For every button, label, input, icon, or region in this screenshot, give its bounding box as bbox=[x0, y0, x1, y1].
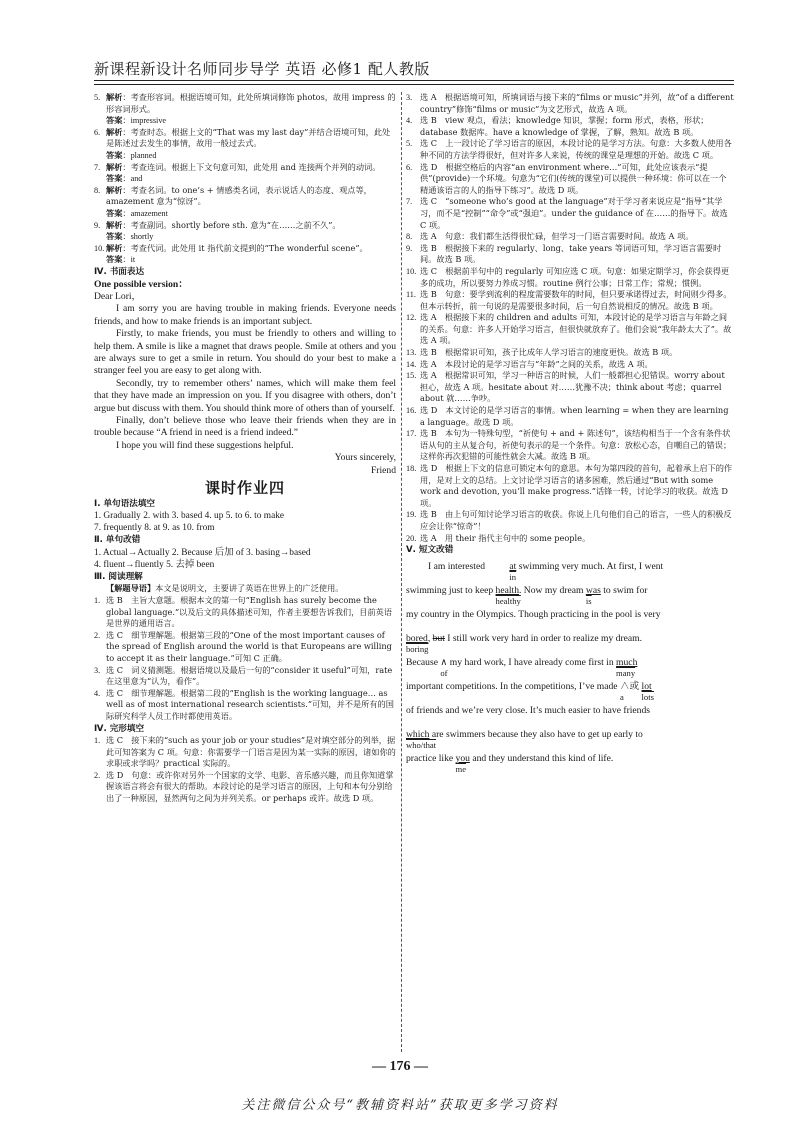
item-text: 选 D 本文讨论的是学习语言的事情。when learning = when they are learning a language。故选 D 项。 bbox=[420, 405, 729, 427]
correction-line: my country in the Olympics. Though practicing in the pool is very bbox=[406, 608, 661, 620]
analysis-label: 解析 bbox=[106, 219, 123, 230]
wrong-word: much bbox=[616, 656, 638, 668]
guide-text: 本文是说明文，主要讲了英语在世界上的广泛使用。 bbox=[155, 583, 344, 594]
error-word bbox=[641, 680, 654, 702]
guide-label: 【解题导语】 bbox=[106, 583, 156, 594]
sentence-correction-row: 1. Actual→Actually 2. Because 后加 of 3. basing→based bbox=[94, 547, 311, 558]
cloze-item bbox=[406, 266, 734, 289]
answer-item bbox=[94, 127, 396, 150]
cloze-item bbox=[94, 770, 396, 805]
item-number: 16. bbox=[406, 406, 417, 416]
cloze-item bbox=[406, 231, 734, 243]
correction-line bbox=[406, 632, 734, 654]
answer-label: 答案 bbox=[106, 231, 123, 242]
cloze-item bbox=[406, 115, 734, 138]
sentence-correction-heading: Ⅱ. 单句改错 bbox=[94, 535, 141, 546]
correction-line bbox=[406, 752, 734, 774]
item-text: 选 A 本段讨论的是学习语言与“年龄”之间的关系，故选 A 项。 bbox=[420, 358, 653, 369]
answer-label: 答案 bbox=[106, 173, 123, 184]
item-text: 选 D 句意：或许你对另外一个国家的文学、电影、音乐感兴趣，而且你知道掌握该语言将会有很大的帮助。本段讨论的是学习语言的原因，上句和本句分别给出了一种原因，显然两句之间为并列关系。or perhaps 或许。故选 D 项。 bbox=[106, 769, 394, 804]
item-number: 17. bbox=[406, 429, 417, 439]
writing-heading: Ⅳ. 书面表达 bbox=[94, 266, 145, 277]
item-number: 6. bbox=[94, 127, 101, 137]
item-number: 19. bbox=[406, 510, 417, 520]
error-word bbox=[406, 632, 429, 654]
answer-value: ：amazement bbox=[122, 208, 168, 218]
correction-line bbox=[406, 560, 734, 582]
reading-guide bbox=[94, 583, 396, 595]
answer-label: 答案 bbox=[106, 115, 123, 126]
answer-line bbox=[94, 231, 396, 243]
cloze-item bbox=[406, 162, 734, 197]
item-number: 4. bbox=[406, 116, 413, 126]
item-number: 9. bbox=[94, 220, 101, 230]
item-text: 选 B 由上句可知讨论学习语言的收获。你说上几句他们自己的语言，一些人的积极反应会让你“惊奇”！ bbox=[420, 509, 732, 531]
item-number: 10. bbox=[94, 243, 105, 253]
error-word bbox=[616, 656, 638, 678]
item-text: 选 A 用 their 指代主句中的 some people。 bbox=[420, 532, 591, 543]
item-number: 1. bbox=[94, 595, 101, 605]
item-text: 选 C “someone who’s good at the language”对于学习者来说应是“指导”其学习，而不是“控制”“命令”或“强迫”。under the guidance of 在……的指导下。故选 C 项。 bbox=[420, 196, 728, 230]
footer-note: 关注微信公众号“教辅资料站”获取更多学习资料 bbox=[241, 1098, 559, 1113]
correction-word: many bbox=[616, 667, 636, 678]
correction-word: in bbox=[509, 571, 517, 582]
grammar-fill-heading: Ⅰ. 单句语法填空 bbox=[94, 498, 156, 509]
answer-item bbox=[94, 162, 396, 174]
item-text: 选 A 根据接下来的 children and adults 可知，本段讨论的是学习语言与年龄之间的关系。句意：许多人开始学习语言，但很快就放弃了。他们会说“我年龄太大了”。故选 A 项。 bbox=[420, 312, 732, 346]
grammar-fill-row: 7. frequently 8. at 9. as 10. from bbox=[94, 523, 215, 534]
wrong-word: was bbox=[585, 584, 601, 596]
analysis-text: ：考查形容词。根据语境可知，此处所填词修饰 photos，故用 impress 的形容词形式。 bbox=[106, 92, 396, 114]
item-text: 选 B 主旨大意题。根据本文的第一句“English has surely become the global language.”以及后文的具体描述可知，作者主要想告诉我们，目前英语是世界的通用语言。 bbox=[106, 594, 393, 629]
text-run: swimming very much. At first, I went bbox=[516, 560, 664, 572]
cloze-answer-list bbox=[406, 92, 734, 544]
text-run: I still work very hard in order to realize my dream. bbox=[444, 632, 643, 644]
item-number: 18. bbox=[406, 464, 417, 473]
item-number: 5. bbox=[406, 139, 413, 149]
text-run: my hard work, I have already come first in bbox=[447, 656, 617, 668]
item-number: 2. bbox=[94, 630, 101, 640]
analysis-text: ：考查时态。根据上文的“That was my last day”并结合语境可知，此处是陈述过去发生的事情，故用一般过去式。 bbox=[106, 126, 391, 149]
text-run: practice like bbox=[406, 752, 456, 764]
essay-closing: Yours sincerely, bbox=[334, 452, 396, 464]
page-number: — 176 — bbox=[372, 1059, 428, 1074]
item-number: 4. bbox=[94, 688, 101, 698]
answer-line bbox=[94, 208, 396, 220]
item-text: 选 C 细节理解题。根据第三段的“One of the most important causes of the spread of English around the world is that Europeans are willing to accept it as their language.”可知 C 正确。 bbox=[106, 629, 392, 663]
item-text: 选 A 根据常识可知，学习一种语言的时候，人们一般都担心犯错误。worry about 担心，故选 A 项。hesitate about 对……犹豫不决；think about 考虑；quarrel about 就……争吵。 bbox=[420, 370, 725, 404]
cloze-item bbox=[406, 428, 734, 463]
text-run: swimming just to keep bbox=[406, 584, 496, 596]
text-run: . Now my dream bbox=[519, 584, 586, 596]
analysis-text: ：考查副词。shortly before sth. 意为“在……之前不久”。 bbox=[122, 219, 341, 230]
error-word bbox=[495, 584, 521, 606]
item-number: 11. bbox=[406, 290, 416, 300]
header-rule-thin bbox=[94, 84, 734, 85]
correction-line bbox=[406, 584, 734, 606]
reading-item bbox=[94, 630, 396, 665]
text-run: are swimmers because they also have to get up early to bbox=[429, 728, 643, 740]
cloze-item bbox=[406, 243, 734, 266]
answer-value: ：it bbox=[122, 255, 136, 265]
answer-line bbox=[94, 254, 396, 266]
wrong-word: you bbox=[455, 752, 470, 764]
correction-word: boring bbox=[406, 643, 429, 654]
item-number: 8. bbox=[94, 185, 101, 195]
correction-word: me bbox=[455, 763, 467, 774]
item-text: 选 C 细节理解题。根据第二段的“English is the working language… as well as of most international research scientists.”可知，并不是所有的国际研究科学人员工作时都使用英语。 bbox=[106, 687, 394, 721]
item-number: 3. bbox=[406, 93, 413, 102]
cloze-item bbox=[406, 196, 734, 231]
cloze-item bbox=[406, 405, 734, 428]
item-number: 7. bbox=[406, 197, 413, 207]
error-word bbox=[585, 584, 601, 606]
column-divider bbox=[401, 92, 402, 1052]
answer-value: ：shortly bbox=[122, 232, 154, 242]
item-text: 选 C 接下来的“such as your job or your studies”是对填空部分的列举，据此可知答案为 C 项。句意：你需要学一门语言是因为某一实际的原因，诸如你的求职或求学吗？practical 实际的。 bbox=[106, 735, 396, 769]
correction-word: healthy bbox=[495, 595, 521, 606]
item-number: 3. bbox=[94, 665, 101, 675]
grammar-fill-row: 1. Gradually 2. with 3. based 4. up 5. to 6. to make bbox=[94, 511, 285, 522]
header-rule bbox=[94, 80, 734, 81]
analysis-text: ：考查代词。此处用 it 指代前文提到的“The wonderful scene”。 bbox=[122, 242, 368, 253]
analysis-label: 解析 bbox=[106, 242, 123, 253]
right-column bbox=[406, 92, 734, 776]
item-text: 选 C 上一段讨论了学习语言的原因，本段讨论的是学习方法。句意：大多数人使用各种不同的方法学得很好，但对许多人来说，传统的课堂是理想的开始。故选 C 项。 bbox=[420, 138, 732, 160]
item-text: 选 B view 观点，看法；knowledge 知识，掌握；form 形式，表格，形状；database 数据库。have a knowledge of 掌握，了解，熟知。故选 B 项。 bbox=[420, 115, 709, 137]
short-correction-heading: Ⅴ. 短文改错 bbox=[406, 545, 454, 556]
item-text: 选 B 根据接下来的 regularly、long、take years 等词语可知，学习语言需要时间。故选 B 项。 bbox=[420, 242, 722, 265]
essay-paragraph: Firstly, to make friends, you must be friendly to others and willing to help them. A smile is like a magnet that draws people. Smile at others and you are always sure to get a smile in return. You should do your best to make a stranger feel you are easy to get along with. bbox=[94, 328, 396, 377]
item-number: 20. bbox=[406, 533, 417, 543]
error-word bbox=[406, 728, 437, 750]
answer-line bbox=[94, 115, 396, 127]
correction-word: lots bbox=[641, 691, 654, 702]
answer-value: ：impressive bbox=[122, 116, 167, 126]
item-text: 选 B 句意：要学到流利的程度需要数年的时间，但只要承诺得过去，时间则少得多。但本示转折，前一句说的是需要很多时间，后一句自然说相反的情况。故选 B 项。 bbox=[420, 289, 732, 311]
answer-value: ：planned bbox=[122, 150, 157, 160]
answer-label: 答案 bbox=[106, 149, 123, 160]
item-text: 选 B 根据常识可知，孩子比成年人学习语言的速度更快。故选 B 项。 bbox=[420, 347, 678, 358]
cloze-item bbox=[406, 359, 734, 371]
insert-mark bbox=[619, 680, 640, 702]
essay-paragraph: Secondly, try to remember others’ names, which will make them feel that they have made an impression on you. If you disagree with others, don’t argue but discuss with them. You should think more of others than of yourself. bbox=[94, 377, 396, 414]
cloze-item bbox=[94, 735, 396, 770]
reading-item bbox=[94, 688, 396, 723]
essay-paragraph: Finally, don’t believe those who leave their friends when they are in trouble because “A friend in need is a friend indeed.” bbox=[94, 414, 396, 439]
answer-line bbox=[94, 150, 396, 162]
lesson-title: 课时作业四 bbox=[204, 479, 285, 497]
item-text: 选 A 句意：我们都生活得很忙碌，但学习一门语言需要时间。故选 A 项。 bbox=[420, 231, 694, 242]
item-number: 7. bbox=[94, 162, 101, 172]
item-number: 1. bbox=[94, 736, 101, 746]
correction-line bbox=[406, 656, 734, 678]
item-number: 6. bbox=[406, 162, 413, 172]
header-title: 新课程新设计名师同步导学 英语 必修1 配人教版 bbox=[94, 60, 430, 78]
item-number: 14. bbox=[406, 359, 417, 369]
analysis-label: 解析 bbox=[106, 184, 123, 195]
caret: ∧ bbox=[440, 656, 448, 668]
cloze-item bbox=[406, 509, 734, 532]
answer-item bbox=[94, 92, 396, 115]
cloze-item bbox=[406, 92, 734, 115]
analysis-label: 解析 bbox=[106, 92, 123, 102]
essay-paragraph: I hope you will find these suggestions helpful. bbox=[116, 439, 294, 451]
item-number: 5. bbox=[94, 93, 101, 102]
essay-greeting: Dear Lori， bbox=[94, 290, 142, 302]
wrong-word: which bbox=[406, 728, 430, 740]
item-number: 12. bbox=[406, 313, 417, 323]
cloze-item bbox=[406, 289, 734, 312]
deleted-word: but bbox=[432, 632, 445, 644]
item-number: 9. bbox=[406, 243, 413, 253]
item-number: 8. bbox=[406, 232, 413, 242]
insert-mark bbox=[440, 656, 448, 678]
answer-label: 答案 bbox=[106, 254, 123, 265]
correction-line bbox=[406, 728, 734, 750]
item-text: 选 C 根据前半句中的 regularly 可知应选 C 项。句意：如果定期学习，你会获得更多的成功，所以要努力养成习惯。routine 例行公事；日常工作；常规；惯例。 bbox=[420, 265, 730, 288]
answer-item bbox=[94, 243, 396, 255]
text-run: , bbox=[427, 632, 433, 644]
item-text: 选 D 根据空格后的内容“an environment where…”可知，此处应该表示“提供”(provide)一个环境。句意为“它们(传统的课堂)可以提供一种环境：你可以在一个精通该语言的人的指导下练习”。故选 D 项。 bbox=[420, 161, 727, 195]
cloze-item bbox=[406, 370, 734, 405]
error-word bbox=[487, 560, 517, 582]
item-number: 2. bbox=[94, 770, 101, 780]
item-text: 选 B 本句为一特殊句型，“祈使句 + and + 陈述句”，该结构相当于一个含有条件状语从句的主从复合句，祈使句表示的是一个条件。句意：放松心态，自嘲自己的错误；这样你再次犯错的可能性就会大减。故选 B 项。 bbox=[420, 428, 732, 462]
answer-item bbox=[94, 220, 396, 232]
correction-word: is bbox=[585, 595, 592, 606]
error-word bbox=[455, 752, 470, 774]
cloze-item bbox=[406, 312, 734, 347]
reading-item bbox=[94, 665, 396, 688]
wrong-word: bored bbox=[406, 632, 428, 644]
cloze-item bbox=[406, 533, 734, 545]
short-correction-passage bbox=[406, 560, 734, 774]
item-number: 13. bbox=[406, 348, 417, 358]
item-text: 选 D 根据上下文的信息可锁定本句的意思。本句为第四段的首句，起着承上启下的作用，是对上文的总结。上文讨论学习语言的诸多困难，然后通过“But with some work and devotion, you’ll make progress.”话锋一转，讨论学习的收获。故选 D 项。 bbox=[420, 463, 733, 508]
answer-label: 答案 bbox=[106, 207, 123, 218]
correction-word: of bbox=[440, 667, 448, 678]
wrong-word: at bbox=[509, 560, 517, 572]
reading-item bbox=[94, 595, 396, 630]
answer-value: ：and bbox=[122, 174, 143, 184]
cloze-item bbox=[406, 347, 734, 359]
cloze-heading: Ⅳ. 完形填空 bbox=[94, 723, 145, 734]
cloze-item bbox=[406, 463, 734, 509]
item-text: 选 A 根据语境可知，所填词语与接下来的“films or music”并列，故“of a different country”修饰“films or music”为文艺形式，故选 A 项。 bbox=[420, 92, 734, 114]
wrong-word: health bbox=[495, 584, 519, 596]
cloze-item bbox=[406, 138, 734, 161]
reading-heading: Ⅲ. 阅读理解 bbox=[94, 571, 143, 582]
analysis-label: 解析 bbox=[106, 161, 123, 172]
text-run: and they understand this kind of life. bbox=[469, 752, 614, 764]
text-run: Because bbox=[406, 656, 441, 668]
text-run: important competitions. In the competitions, I’ve made bbox=[406, 680, 620, 692]
item-number: 10. bbox=[406, 266, 417, 276]
answer-line bbox=[94, 173, 396, 185]
sentence-correction-row: 4. fluent→fluently 5. 去掉 been bbox=[94, 559, 215, 570]
essay bbox=[94, 279, 396, 478]
text-run: to swim for bbox=[600, 584, 648, 596]
item-number: 15. bbox=[406, 371, 417, 381]
correction-line bbox=[406, 680, 734, 702]
item-text: 选 C 词义猜测题。根据语境以及最后一句的“consider it useful”可知，rate 在这里意为“认为，看作”。 bbox=[106, 664, 393, 687]
essay-signature: Friend bbox=[370, 464, 396, 476]
text-run: I am interested bbox=[428, 560, 488, 572]
wrong-word: lot bbox=[641, 680, 652, 692]
correction-word: who/that bbox=[406, 739, 437, 750]
essay-version-label: One possible version： bbox=[94, 278, 188, 290]
analysis-label: 解析 bbox=[106, 126, 123, 137]
analysis-text: ：考查连词。根据上下文句意可知，此处用 and 连接两个并列的动词。 bbox=[122, 161, 381, 172]
correction-word: a bbox=[619, 691, 624, 702]
answer-item bbox=[94, 185, 396, 208]
correction-line: of friends and we’re very close. It’s much easier to have friends bbox=[406, 704, 651, 716]
essay-paragraph: I am sorry you are having trouble in making friends. Everyone needs friends, and how to make friends is an important subject. bbox=[94, 303, 396, 327]
analysis-text: ：考查名词。to one’s + 情感类名词，表示说话人的态度、观点等，amazement 意为“惊讶”。 bbox=[106, 184, 372, 207]
answer-list bbox=[94, 92, 396, 266]
left-column bbox=[94, 92, 396, 805]
caret: ∧或 bbox=[619, 680, 640, 692]
